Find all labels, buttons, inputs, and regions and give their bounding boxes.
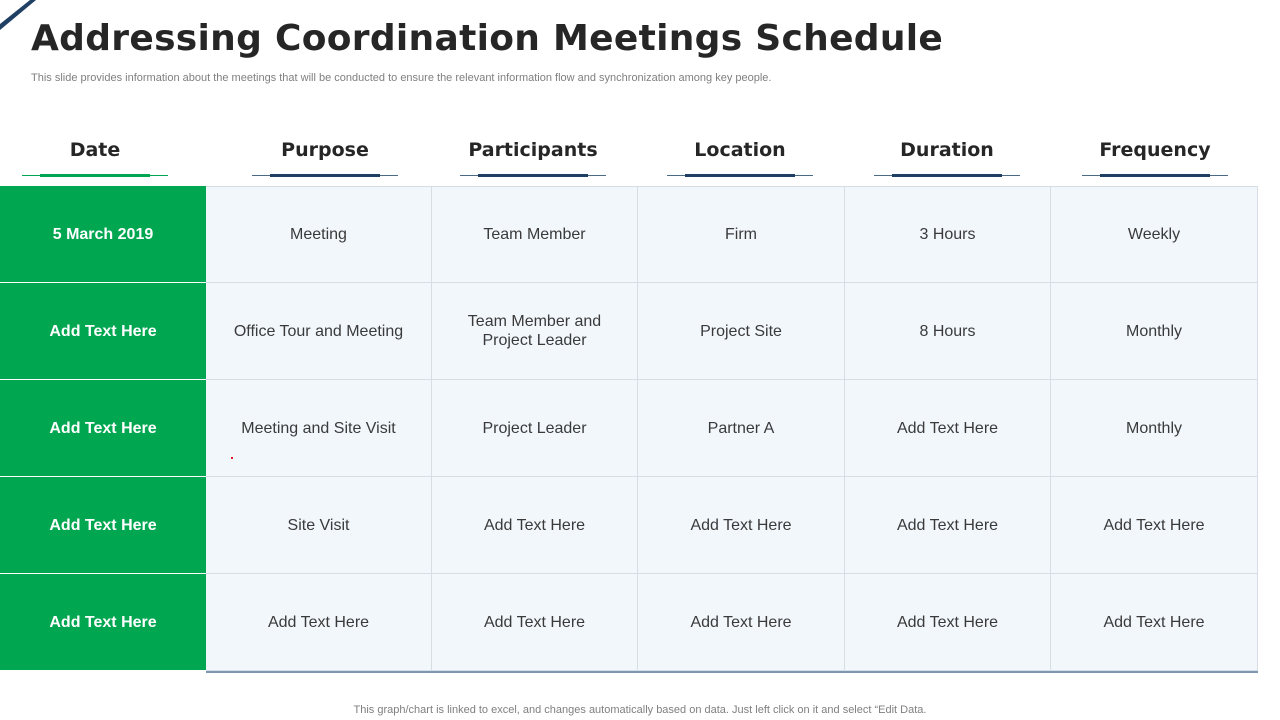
purpose-cell: Add Text Here — [206, 574, 432, 671]
date-cell: Add Text Here — [0, 574, 206, 671]
slide-subtitle: This slide provides information about the meetings that will be conducted to ensure the relevant information flow and synchronization among key people. — [31, 72, 772, 84]
purpose-cell: Site Visit — [206, 477, 432, 574]
frequency-cell: Monthly — [1051, 380, 1258, 477]
column-header-duration — [874, 136, 1020, 164]
frequency-cell: Weekly — [1051, 186, 1258, 283]
duration-cell: 3 Hours — [845, 186, 1051, 283]
date-cell: Add Text Here — [0, 283, 206, 380]
participants-cell: Add Text Here — [432, 477, 638, 574]
schedule-table — [0, 186, 1258, 672]
frequency-cell: Add Text Here — [1051, 574, 1258, 671]
column-header-underline — [667, 175, 813, 176]
participants-cell: Add Text Here — [432, 574, 638, 671]
purpose-cell: Office Tour and Meeting — [206, 283, 432, 380]
participants-cell: Team Member and Project Leader — [432, 283, 638, 380]
column-header-label: Frequency — [1099, 139, 1211, 161]
table-row — [0, 477, 1258, 574]
duration-cell: 8 Hours — [845, 283, 1051, 380]
date-cell: 5 March 2019 — [0, 186, 206, 283]
frequency-cell: Add Text Here — [1051, 477, 1258, 574]
table-row — [0, 380, 1258, 477]
location-cell: Partner A — [638, 380, 845, 477]
column-header-participants — [460, 136, 606, 164]
location-cell: Firm — [638, 186, 845, 283]
date-cell: Add Text Here — [0, 380, 206, 477]
column-header-label: Participants — [468, 139, 598, 161]
column-header-underline — [1082, 175, 1228, 176]
column-header-frequency — [1082, 136, 1228, 164]
location-cell: Project Site — [638, 283, 845, 380]
stray-mark — [231, 457, 233, 459]
date-cell: Add Text Here — [0, 477, 206, 574]
purpose-cell: Meeting and Site Visit — [206, 380, 432, 477]
purpose-cell: Meeting — [206, 186, 432, 283]
column-header-label: Purpose — [281, 139, 369, 161]
participants-cell: Project Leader — [432, 380, 638, 477]
column-header-label: Date — [69, 139, 121, 161]
table-top-border — [206, 186, 1258, 187]
location-cell: Add Text Here — [638, 574, 845, 671]
table-row — [0, 283, 1258, 380]
column-header-location — [667, 136, 813, 164]
duration-cell: Add Text Here — [845, 380, 1051, 477]
column-header-underline — [252, 175, 398, 176]
column-header-date — [22, 136, 168, 164]
column-header-purpose — [252, 136, 398, 164]
table-header-row — [0, 136, 1258, 180]
column-header-underline — [22, 175, 168, 176]
footer-note: This graph/chart is linked to excel, and changes automatically based on data. Just left click on it and select “Edit Data. — [353, 704, 927, 716]
table-bottom-border — [206, 671, 1258, 673]
slide-title: Addressing Coordination Meetings Schedule — [31, 18, 944, 59]
frequency-cell: Monthly — [1051, 283, 1258, 380]
duration-cell: Add Text Here — [845, 477, 1051, 574]
column-header-label: Location — [694, 139, 786, 161]
duration-cell: Add Text Here — [845, 574, 1051, 671]
table-row — [0, 574, 1258, 671]
table-row — [0, 186, 1258, 283]
column-header-underline — [874, 175, 1020, 176]
column-header-underline — [460, 175, 606, 176]
location-cell: Add Text Here — [638, 477, 845, 574]
participants-cell: Team Member — [432, 186, 638, 283]
column-header-label: Duration — [900, 139, 994, 161]
